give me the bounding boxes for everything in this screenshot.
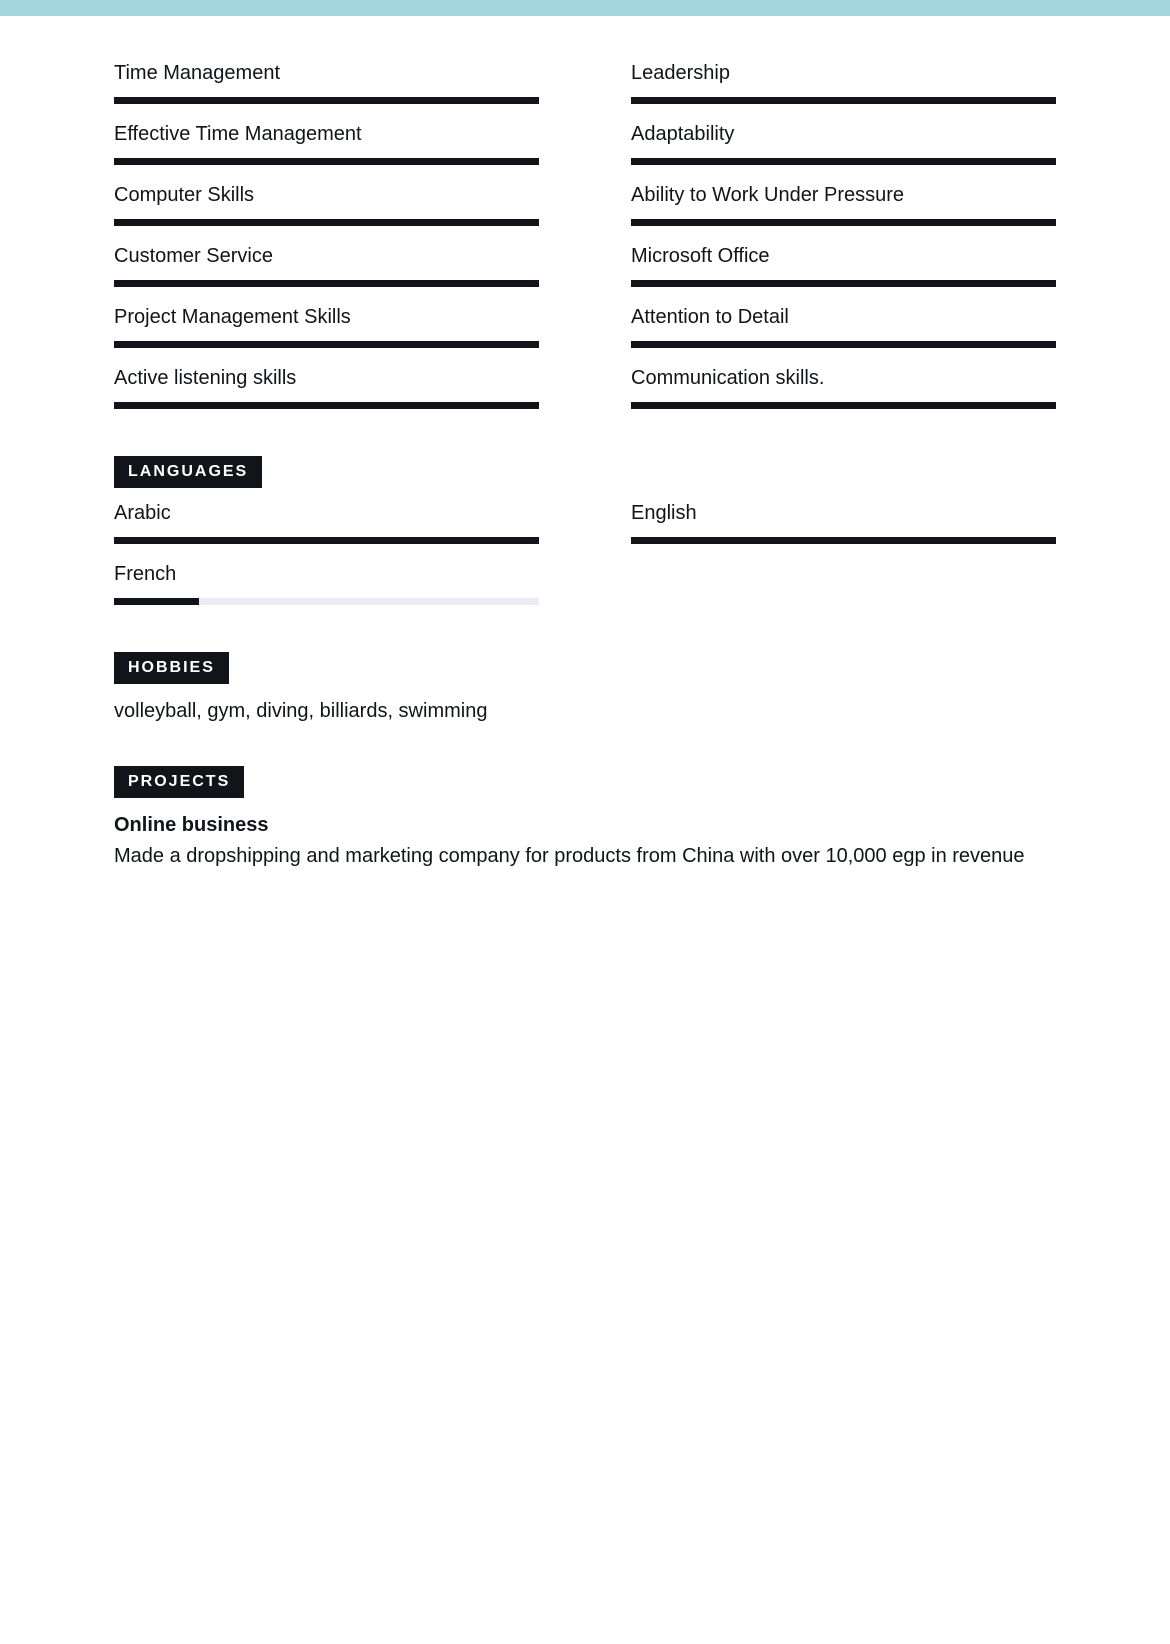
skill-level-fill	[631, 158, 1056, 165]
skill-label: Effective Time Management	[114, 123, 362, 145]
language-label: English	[631, 502, 697, 524]
language-level-bar	[631, 537, 1056, 544]
skill-level-bar	[114, 219, 539, 226]
skill-level-fill	[631, 97, 1056, 104]
skill-item	[114, 299, 539, 360]
language-label: French	[114, 563, 177, 585]
skill-level-fill	[114, 341, 539, 348]
top-accent-band	[0, 0, 1170, 16]
skill-level-bar	[631, 280, 1056, 287]
skill-level-fill	[631, 341, 1056, 348]
skill-level-fill	[631, 280, 1056, 287]
skill-item	[114, 116, 539, 177]
skill-label: Microsoft Office	[631, 245, 770, 267]
skill-label: Customer Service	[114, 245, 273, 267]
skill-item	[631, 238, 1056, 299]
skill-level-fill	[114, 280, 539, 287]
language-item	[114, 556, 539, 617]
language-label: Arabic	[114, 502, 171, 524]
language-level-fill	[631, 537, 1056, 544]
skill-item	[631, 55, 1056, 116]
skill-level-bar	[631, 219, 1056, 226]
language-item	[114, 495, 539, 556]
skill-level-bar	[114, 97, 539, 104]
language-item	[631, 495, 1056, 556]
skill-level-bar	[631, 97, 1056, 104]
skill-label: Project Management Skills	[114, 306, 351, 328]
skill-label: Ability to Work Under Pressure	[631, 184, 905, 206]
skill-label: Communication skills.	[631, 367, 825, 389]
skill-level-fill	[631, 402, 1056, 409]
skill-label: Attention to Detail	[631, 306, 789, 328]
skills-list	[114, 55, 1056, 421]
language-level-fill	[114, 598, 199, 605]
language-level-bar	[114, 537, 539, 544]
projects-heading: PROJECTS	[114, 766, 244, 798]
skill-item	[114, 55, 539, 116]
skill-level-fill	[114, 97, 539, 104]
skill-label: Leadership	[631, 62, 730, 84]
language-level-bar	[114, 598, 539, 605]
skill-label: Adaptability	[631, 123, 735, 145]
skill-label: Time Management	[114, 62, 280, 84]
project-title: Online business	[114, 814, 269, 836]
skill-item	[631, 360, 1056, 421]
skill-level-bar	[114, 280, 539, 287]
skill-item	[631, 299, 1056, 360]
skill-level-bar	[114, 402, 539, 409]
languages-heading: LANGUAGES	[114, 456, 262, 488]
language-level-fill	[114, 537, 539, 544]
skill-label: Computer Skills	[114, 184, 255, 206]
languages-list	[114, 495, 1056, 617]
skill-label: Active listening skills	[114, 367, 297, 389]
skill-level-bar	[114, 341, 539, 348]
skill-level-bar	[631, 402, 1056, 409]
hobbies-heading: HOBBIES	[114, 652, 229, 684]
skill-item	[631, 177, 1056, 238]
skill-level-fill	[631, 219, 1056, 226]
skill-level-fill	[114, 219, 539, 226]
skill-item	[114, 238, 539, 299]
skill-level-bar	[631, 341, 1056, 348]
skill-item	[631, 116, 1056, 177]
skill-level-bar	[631, 158, 1056, 165]
project-description: Made a dropshipping and marketing company for products from China with over 10,000 egp in revenue	[114, 845, 1025, 867]
skill-item	[114, 360, 539, 421]
hobbies-text: volleyball, gym, diving, billiards, swimming	[114, 700, 488, 722]
skill-item	[114, 177, 539, 238]
skill-level-fill	[114, 158, 539, 165]
skill-level-fill	[114, 402, 539, 409]
skill-level-bar	[114, 158, 539, 165]
